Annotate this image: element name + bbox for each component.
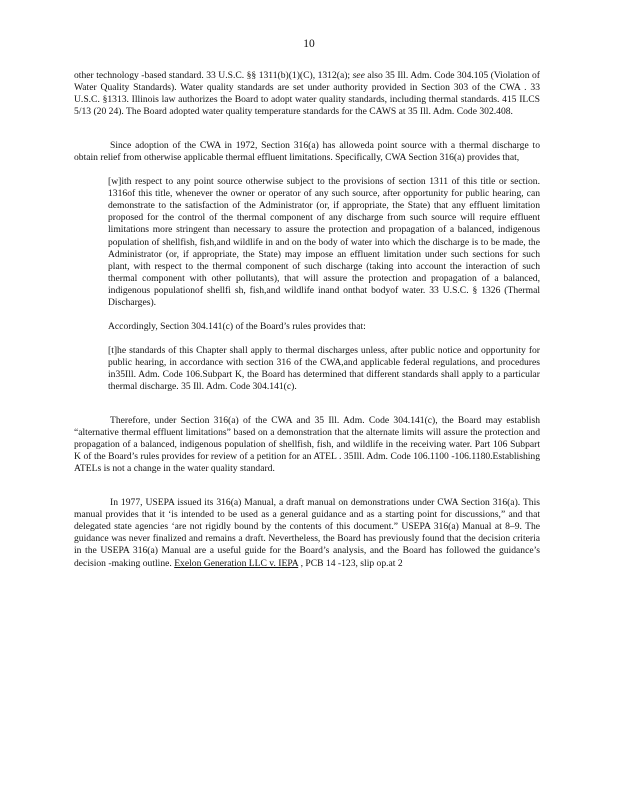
text-segment: other technology -based standard. 33 U.S.C. §§ 1311(b)(1)(C), 1312(a); (74, 70, 353, 81)
text-segment: , PCB 14 -123, slip op.at 2 (298, 557, 403, 569)
paragraph-section-316a-intro: Since adoption of the CWA in 1972, Section 316(a) has alloweda point source with a thermal discharge to obtain relief from otherwise applicable thermal effluent limitations. Specifically, CWA Section 316(a) provides that, (74, 140, 540, 164)
page-number: 10 (303, 38, 315, 50)
block-quote-section-316a: [w]ith respect to any point source otherwise subject to the provisions of section 1311 of this title or section. 1316of this title, whenever the owner or operator of any such source, after opportunity for public hearing, can demonstrate to the satisfaction of the Administrator (or, if appropriate, the State) that any effluent limitation proposed for the control of the thermal component of any discharge from such source will require effluent limitations more stringent than necessary to assure the protection and propagation of a balanced, indigenous population of shellfish, fish,and wildlife in and on the body of water into which the discharge is to be made, the Administrator (or, if appropriate, the State) may impose an effluent limitation under such sections for such plant, with respect to the thermal component of such discharge (taking into account the interaction of such thermal component with other pollutants), that will assure the protection and propagation of a balanced, indigenous populationof shellfi sh, fish,and wildlife inand onthat bodyof water. 33 U.S.C. § 1326 (Thermal Discharges). (108, 176, 540, 308)
paragraph-water-quality-standards (74, 70, 540, 118)
block-quote-section-304-141c: [t]he standards of this Chapter shall apply to thermal discharges unless, after public notice and opportunity for public hearing, in accordance with section 316 of the CWA,and applicable federal regulations, and procedures in35Ill. Adm. Code 106.Subpart K, the Board has determined that different standards shall apply to a particular thermal discharge. 35 Ill. Adm. Code 304.141(c). (108, 344, 540, 392)
paragraph-board-rules-intro: Accordingly, Section 304.141(c) of the Board’s rules provides that: (108, 320, 366, 332)
see-signal: see (352, 70, 365, 81)
case-citation: Exelon Generation LLC v. IEPA (174, 557, 299, 569)
paragraph-usepa-manual (74, 497, 540, 569)
document-body (74, 70, 540, 570)
text-segment: also 35 Ill. Adm. Code 304.105 (Violation of Water Quality Standards). Water quality standards are set under authority provided in Section 303 of the CWA . 33 U.S.C. §1313. Illinois law authorizes the Board to adopt water quality standards, including thermal standards. 415 ILCS 5/13 (20 24). The Board adopted water quality temperature standards for the CAWS at 35 Ill. Adm. Code 302.408. (74, 70, 540, 118)
paragraph-atel: Therefore, under Section 316(a) of the CWA and 35 Ill. Adm. Code 304.141(c), the Board may establish “alternative thermal effluent limitations” based on a demonstration that the alternate limits will assure the protection and propagation of a balanced, indigenous population of shellfish, fish, and wildlife in the receiving water. Part 106 Subpart K of the Board’s rules provides for review of a petition for an ATEL . 35Ill. Adm. Code 106.1100 -106.1180.Establishing ATELs is not a change in the water quality standard. (74, 415, 540, 475)
text-segment: In 1977, USEPA issued its 316(a) Manual, a draft manual on demonstrations under CWA Section 316(a). This manual provides that it ‘is intended to be used as a general guidance and as a starting point for discussions,” and that delegated state agencies ‘are not rigidly bound by the contents of this document.” USEPA 316(a) Manual at 8–9. The guidance was never finalized and remains a draft. Nevertheless, the Board has previously found that the decision criteria in the USEPA 316(a) Manual are a useful guide for the Board’s analysis, and the Board has followed the guidance’s decision -making outline. (74, 497, 540, 569)
